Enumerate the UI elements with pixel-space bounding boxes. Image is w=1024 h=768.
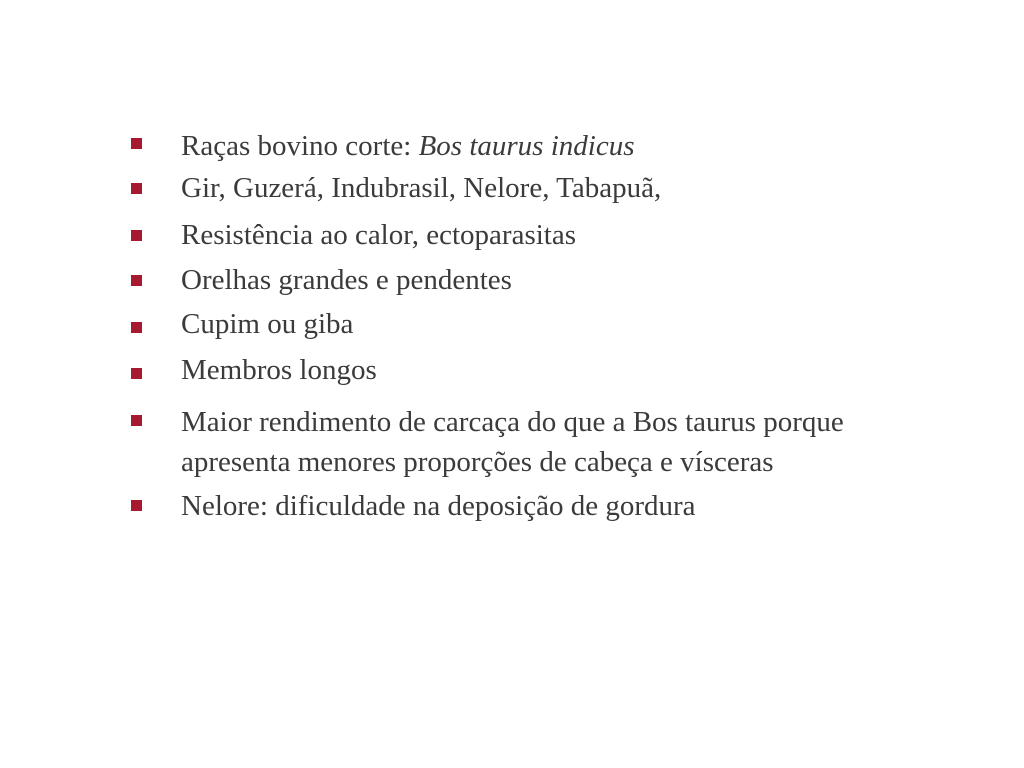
square-bullet-icon [131,415,142,426]
bullet-text: Nelore: dificuldade na deposição de gordura [181,490,696,522]
square-bullet-icon [131,230,142,241]
bullet-text-prefix: Raças bovino corte: [181,130,419,162]
bullet-text: Membros longos [181,354,377,386]
bullet-text-line-1: Maior rendimento de carcaça do que a Bos taurus porque [181,406,844,438]
bullet-text: Gir, Guzerá, Indubrasil, Nelore, Tabapuã, [181,172,662,204]
bullet-text: Orelhas grandes e pendentes [181,264,512,296]
square-bullet-icon [131,275,142,286]
bullet-text-italic: Bos taurus indicus [418,130,635,162]
square-bullet-icon [131,138,142,149]
bullet-text: Resistência ao calor, ectoparasitas [181,219,576,251]
square-bullet-icon [131,322,142,333]
bullet-text-line-2: apresenta menores proporções de cabeça e vísceras [181,446,774,478]
square-bullet-icon [131,183,142,194]
bullet-text: Cupim ou giba [181,308,354,340]
square-bullet-icon [131,368,142,379]
bullet-text [181,126,981,166]
square-bullet-icon [131,500,142,511]
bullet-text [181,402,981,482]
